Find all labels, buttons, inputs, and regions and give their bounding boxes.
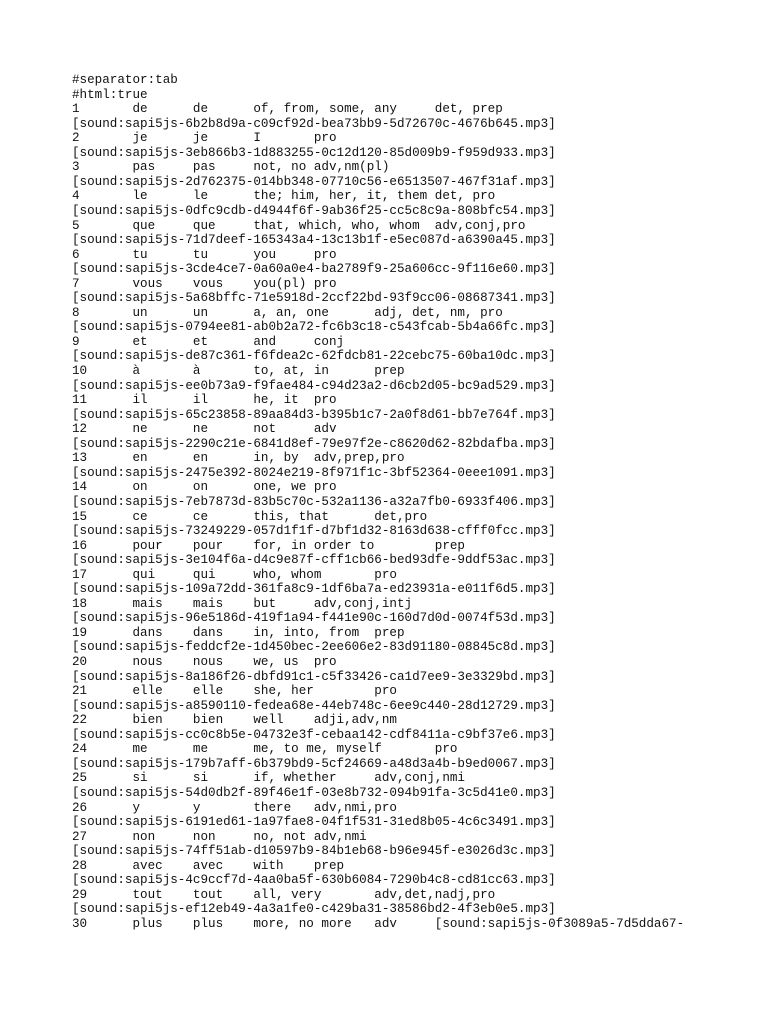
entry-line: [sound:sapi5js-3eb866b3-1d883255-0c12d120-85d009b9-f959d933.mp3] [72,145,556,160]
entry-line: [sound:sapi5js-0794ee81-ab0b2a72-fc6b3c18-c543fcab-5b4a66fc.mp3] [72,320,556,335]
entry-line: 2 je je I pro [72,131,367,146]
entry-line: [sound:sapi5js-96e5186d-419f1a94-f441e90c-160d7d0d-0074f53d.mp3] [72,611,556,626]
entry-line: [sound:sapi5js-54d0db2f-89f46e1f-03e8b732-094b91fa-3c5d41e0.mp3] [72,785,556,800]
entry-line: [sound:sapi5js-feddcf2e-1d450bec-2ee606e2-83d91180-08845c8d.mp3] [72,640,556,655]
entry-line: [sound:sapi5js-8a186f26-dbfd91c1-c5f33426-ca1d7ee9-3e3329bd.mp3] [72,669,556,684]
entry-line: 15 ce ce this, that det,pro [72,509,428,524]
entry-line: [sound:sapi5js-3cde4ce7-0a60a0e4-ba2789f9-25a606cc-9f116e60.mp3] [72,262,556,277]
entry-line: [sound:sapi5js-3e104f6a-d4c9e87f-cff1cb66-bed93dfe-9ddf53ac.mp3] [72,553,556,568]
entry-line: [sound:sapi5js-cc0c8b5e-04732e3f-cebaa142-cdf8411a-c9bf37e6.mp3] [72,727,556,742]
entry-line: [sound:sapi5js-0dfc9cdb-d4944f6f-9ab36f25-cc5c8c9a-808bfc54.mp3] [72,203,556,218]
entry-line: 12 ne ne not adv [72,422,367,437]
header-line: #separator:tab [72,73,178,87]
entry-line: 11 il il he, it pro [72,393,367,408]
entry-line: 6 tu tu you pro [72,247,367,262]
entry-line: 10 à à to, at, in prep [72,364,428,378]
entry-line: 9 et et and conj [72,334,367,349]
entry-line: [sound:sapi5js-ee0b73a9-f9fae484-c94d23a2-d6cb2d05-bc9ad529.mp3] [72,378,556,393]
entry-line: [sound:sapi5js-73249229-057d1f1f-d7bf1d32-8163d638-cfff0fcc.mp3] [72,524,556,539]
entry-line: [sound:sapi5js-5a68bffc-71e5918d-2ccf22bd-93f9cc06-08687341.mp3] [72,291,556,306]
entry-line: 20 nous nous we, us pro [72,655,367,669]
entry-line: 30 plus plus more, no more adv [sound:sapi5js-0f3089a5-7d5dda67- [72,916,685,931]
entry-line: [sound:sapi5js-de87c361-f6fdea2c-62fdcb81-22cebc75-60ba10dc.mp3] [72,349,556,364]
entry-line: 4 le le the; him, her, it, them det, pro [72,189,549,204]
entry-line: [sound:sapi5js-2290c21e-6841d8ef-79e97f2e-c8620d62-82bdafba.mp3] [72,436,556,451]
entry-line: [sound:sapi5js-6191ed61-1a97fae8-04f1f531-31ed8b05-4c6c3491.mp3] [72,815,556,830]
entry-line: [sound:sapi5js-a8590110-fedea68e-44eb748c-6ee9c440-28d12729.mp3] [72,698,556,713]
entry-line: [sound:sapi5js-65c23858-89aa84d3-b395b1c7-2a0f8d61-bb7e764f.mp3] [72,407,556,422]
entry-line: 28 avec avec with prep [72,858,367,873]
entry-line: 22 bien bien well adji,adv,nm [72,713,428,728]
header-line: #html:true [72,87,148,102]
entry-line: [sound:sapi5js-71d7deef-165343a4-13c13b1f-e5ec087d-a6390a45.mp3] [72,233,556,248]
entry-line: 17 qui qui who, whom pro [72,567,428,582]
entry-line: 8 un un a, an, one adj, det, nm, pro [72,305,549,320]
entry-line: 1 de de of, from, some, any det, prep [72,102,549,117]
entry-line: 27 non non no, not adv,nmi [72,829,367,844]
entry-line: [sound:sapi5js-ef12eb49-4a3a1fe0-c429ba31-38586bd2-4f3eb0e5.mp3] [72,902,556,917]
entry-line: [sound:sapi5js-2475e392-8024e219-8f971f1c-3bf52364-0eee1091.mp3] [72,465,556,480]
entry-line: 19 dans dans in, into, from prep [72,625,428,640]
entry-line: 25 si si if, whether adv,conj,nmi [72,771,488,786]
entry-line: 18 mais mais but adv,conj,intj [72,596,428,611]
entry-line: 7 vous vous you(pl) pro [72,276,367,291]
entry-line: [sound:sapi5js-7eb7873d-83b5c70c-532a1136-a32a7fb0-6933f406.mp3] [72,494,556,509]
entry-line: 26 y y there adv,nmi,pro [72,800,428,815]
entry-line: 24 me me me, to me, myself pro [72,742,488,757]
entry-line: 16 pour pour for, in order to prep [72,538,488,553]
entry-line: [sound:sapi5js-4c9ccf7d-4aa0ba5f-630b6084-7290b4c8-cd81cc63.mp3] [72,873,556,888]
entry-line: 5 que que that, which, who, whom adv,conj,pro [72,218,549,233]
entry-line: [sound:sapi5js-2d762375-014bb348-07710c56-e6513507-467f31af.mp3] [72,174,556,189]
entry-line: [sound:sapi5js-74ff51ab-d10597b9-84b1eb68-b96e945f-e3026d3c.mp3] [72,844,556,859]
entry-line: [sound:sapi5js-179b7aff-6b379bd9-5cf24669-a48d3a4b-b9ed0067.mp3] [72,756,556,771]
entry-line: 3 pas pas not, no adv,nm(pl) [72,160,428,175]
entry-line: 21 elle elle she, her pro [72,684,428,699]
entry-line: 29 tout tout all, very adv,det,nadj,pro [72,887,549,902]
entry-line: [sound:sapi5js-109a72dd-361fa8c9-1df6ba7a-ed23931a-e011f6d5.mp3] [72,582,556,597]
entry-line: 14 on on one, we pro [72,480,367,495]
entry-line: [sound:sapi5js-6b2b8d9a-c09cf92d-bea73bb9-5d72670c-4676b645.mp3] [72,116,556,131]
entry-line: 13 en en in, by adv,prep,pro [72,451,428,466]
